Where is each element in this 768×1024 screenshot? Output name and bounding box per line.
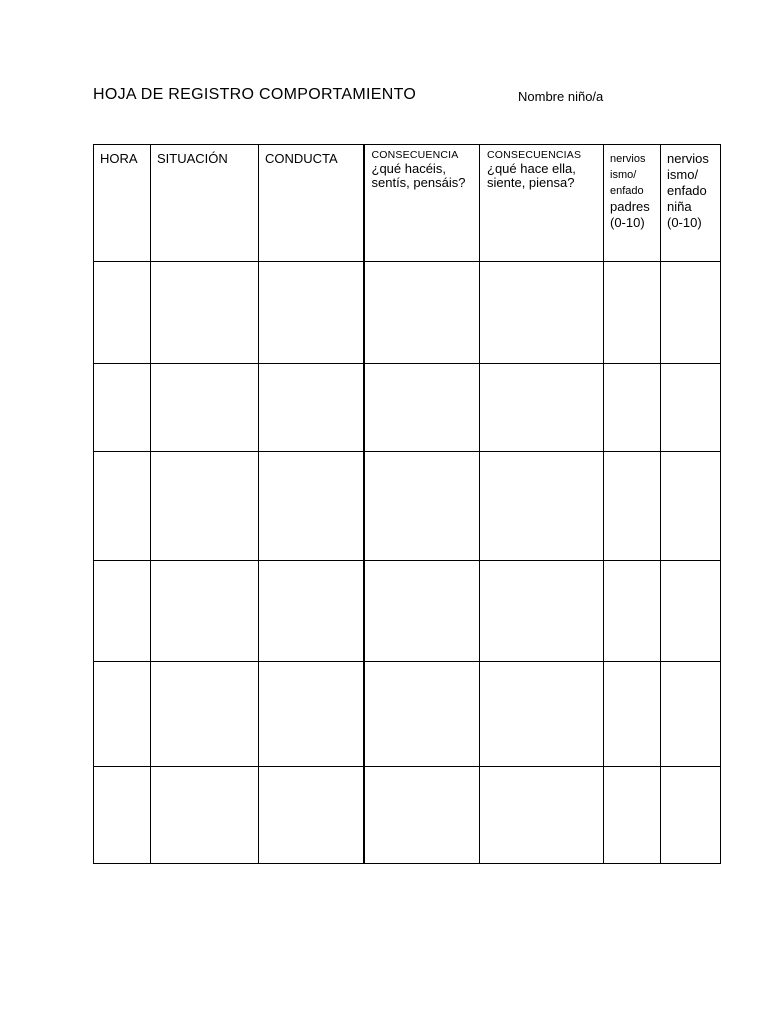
cell-conducta[interactable] — [259, 452, 364, 561]
cell-consecuencia-padres[interactable] — [364, 262, 480, 364]
header-consecuencia-title: CONSECUENCIA — [371, 149, 459, 161]
header-np-line4: padres — [610, 199, 650, 214]
cell-consecuencia-padres[interactable] — [364, 767, 480, 864]
cell-conducta[interactable] — [259, 662, 364, 767]
cell-nerviosismo-nina[interactable] — [661, 364, 721, 452]
header-consecuencias-title: CONSECUENCIAS — [487, 149, 582, 161]
cell-nerviosismo-padres[interactable] — [604, 767, 661, 864]
cell-nerviosismo-nina[interactable] — [661, 767, 721, 864]
cell-hora[interactable] — [94, 767, 151, 864]
cell-consecuencia-padres[interactable] — [364, 561, 480, 662]
header-consecuencia-line2: sentís, pensáis? — [371, 175, 466, 190]
header-situacion-label: SITUACIÓN — [157, 151, 228, 166]
cell-consecuencia-padres[interactable] — [364, 662, 480, 767]
table-row — [94, 452, 721, 561]
header-np-line5: (0-10) — [610, 215, 645, 230]
cell-situacion[interactable] — [151, 662, 259, 767]
header-nn-line1: nervios — [667, 151, 709, 166]
cell-consecuencias-nina[interactable] — [480, 767, 604, 864]
header-consecuencias-line1: ¿qué hace ella, — [487, 161, 576, 176]
table-row — [94, 662, 721, 767]
cell-consecuencias-nina[interactable] — [480, 364, 604, 452]
cell-consecuencias-nina[interactable] — [480, 452, 604, 561]
header-row — [94, 145, 721, 262]
header-consecuencia-line1: ¿qué hacéis, — [371, 161, 446, 176]
cell-conducta[interactable] — [259, 561, 364, 662]
cell-situacion[interactable] — [151, 767, 259, 864]
cell-nerviosismo-padres[interactable] — [604, 662, 661, 767]
cell-conducta[interactable] — [259, 262, 364, 364]
cell-hora[interactable] — [94, 662, 151, 767]
header-consecuencias-nina — [480, 145, 604, 262]
cell-hora[interactable] — [94, 452, 151, 561]
cell-nerviosismo-nina[interactable] — [661, 662, 721, 767]
cell-conducta[interactable] — [259, 767, 364, 864]
header-nn-line2: ismo/ — [667, 167, 699, 182]
cell-hora[interactable] — [94, 262, 151, 364]
cell-situacion[interactable] — [151, 561, 259, 662]
cell-nerviosismo-padres[interactable] — [604, 452, 661, 561]
child-name-label: Nombre niño/a — [518, 89, 604, 104]
header-hora-label: HORA — [100, 151, 138, 166]
cell-consecuencia-padres[interactable] — [364, 364, 480, 452]
header-nerviosismo-nina — [661, 145, 721, 262]
document-title: HOJA DE REGISTRO COMPORTAMIENTO — [93, 86, 417, 103]
cell-nerviosismo-nina[interactable] — [661, 561, 721, 662]
cell-nerviosismo-padres[interactable] — [604, 262, 661, 364]
cell-consecuencias-nina[interactable] — [480, 561, 604, 662]
header-hora — [94, 145, 151, 262]
header-nn-line3: enfado — [667, 183, 707, 198]
table-row — [94, 561, 721, 662]
table-row — [94, 364, 721, 452]
cell-consecuencias-nina[interactable] — [480, 662, 604, 767]
header-nerviosismo-nina-text — [661, 145, 720, 231]
cell-situacion[interactable] — [151, 452, 259, 561]
header-nerviosismo-padres — [604, 145, 661, 262]
header-situacion — [151, 145, 259, 262]
cell-nerviosismo-nina[interactable] — [661, 452, 721, 561]
record-body — [94, 262, 721, 864]
header-np-line1: nervios — [610, 153, 646, 165]
table-row — [94, 262, 721, 364]
header-np-line2: ismo/ — [610, 169, 637, 181]
cell-consecuencias-nina[interactable] — [480, 262, 604, 364]
cell-situacion[interactable] — [151, 364, 259, 452]
header-nn-line5: (0-10) — [667, 215, 702, 230]
header-conducta-label: CONDUCTA — [265, 151, 338, 166]
cell-nerviosismo-nina[interactable] — [661, 262, 721, 364]
header-conducta — [259, 145, 364, 262]
header-nn-line4: niña — [667, 199, 692, 214]
header-consecuencia-padres — [364, 145, 480, 262]
cell-hora[interactable] — [94, 561, 151, 662]
header-consecuencias-line2: siente, piensa? — [487, 175, 575, 190]
cell-situacion[interactable] — [151, 262, 259, 364]
header-np-line3: enfado — [610, 185, 644, 197]
cell-nerviosismo-padres[interactable] — [604, 561, 661, 662]
cell-nerviosismo-padres[interactable] — [604, 364, 661, 452]
cell-hora[interactable] — [94, 364, 151, 452]
cell-consecuencia-padres[interactable] — [364, 452, 480, 561]
cell-conducta[interactable] — [259, 364, 364, 452]
header-nerviosismo-padres-text — [604, 145, 660, 231]
table-row — [94, 767, 721, 864]
behavior-record-table — [93, 144, 721, 864]
